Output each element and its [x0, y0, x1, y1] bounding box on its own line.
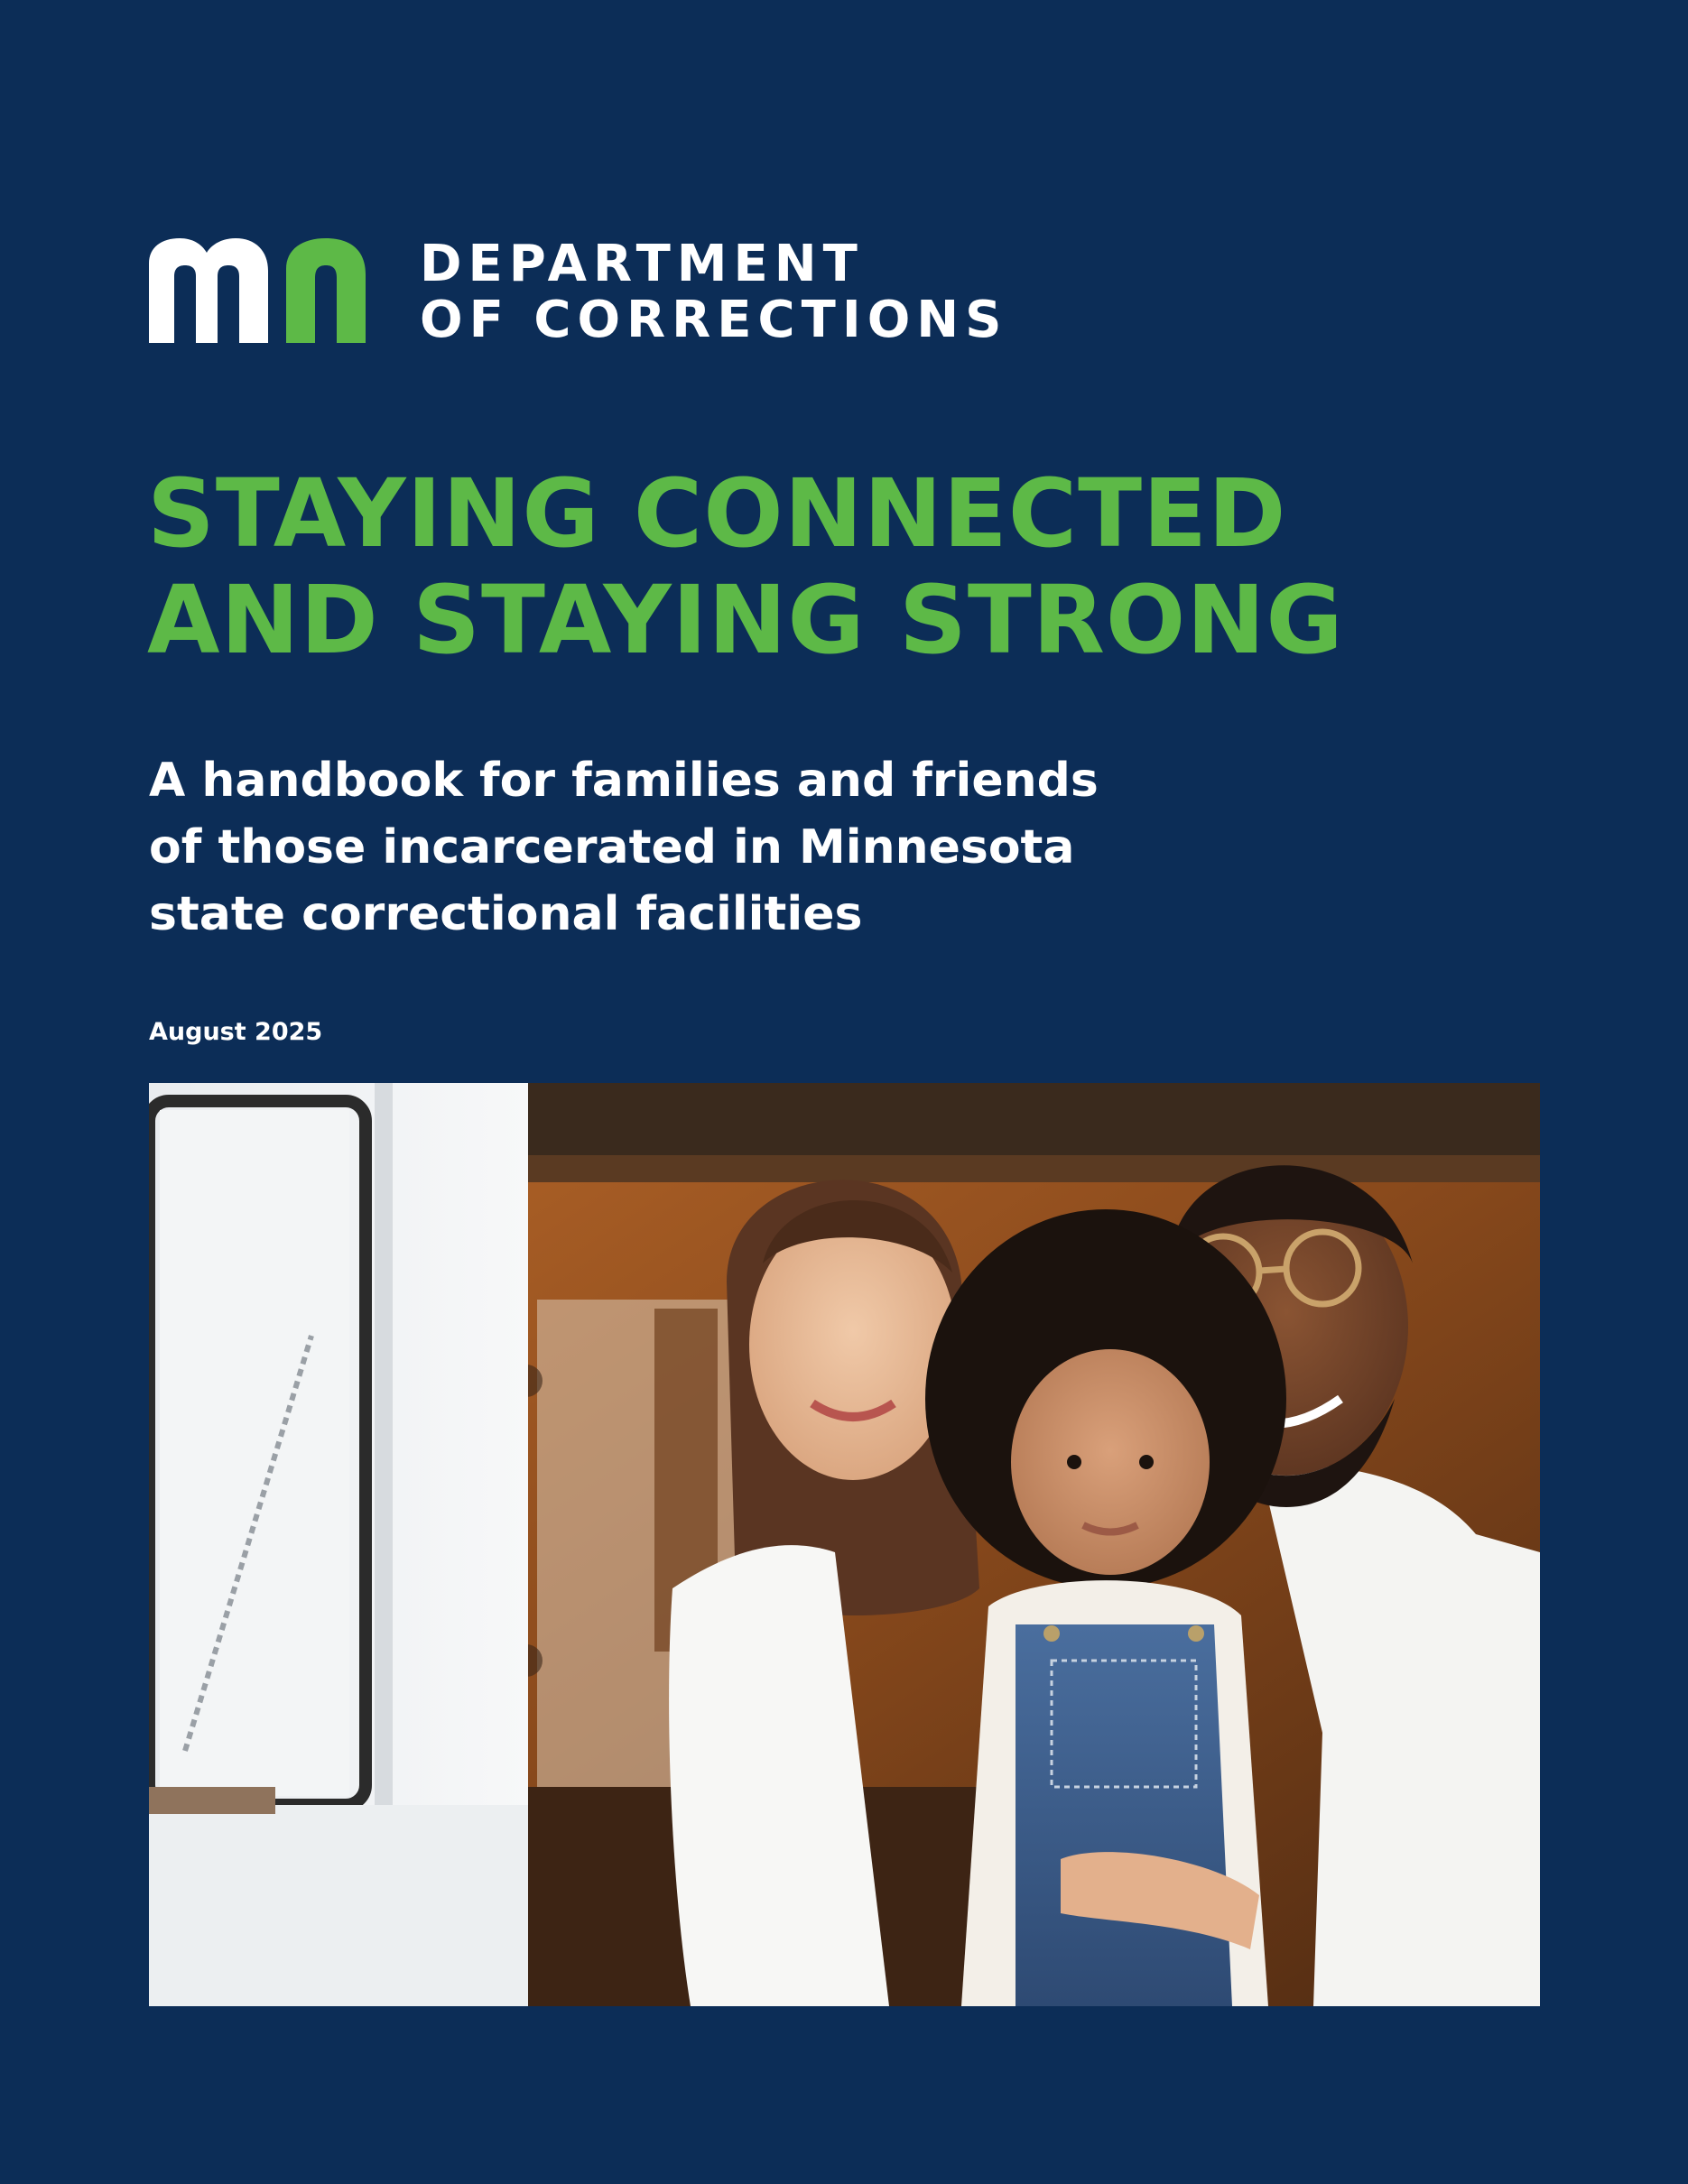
- logo-line-1: DEPARTMENT: [420, 235, 864, 293]
- subtitle: [149, 747, 1413, 948]
- logo-wordmark: [420, 236, 1008, 348]
- page-title: [147, 460, 1501, 673]
- department-logo: [149, 235, 1008, 349]
- publication-date: August 2025: [149, 1018, 323, 1046]
- subtitle-line-2: of those incarcerated in Minnesota: [149, 820, 1075, 875]
- title-line-1: STAYING CONNECTED: [147, 458, 1287, 569]
- family-photo-illustration: [149, 1083, 1540, 2006]
- family-photo: [149, 1083, 1540, 2006]
- subtitle-line-1: A handbook for families and friends: [149, 754, 1099, 808]
- mn-logo-mark: [149, 238, 384, 343]
- subtitle-line-3: state correctional facilities: [149, 887, 863, 941]
- logo-line-2: OF CORRECTIONS: [420, 291, 1008, 349]
- title-line-2: AND STAYING STRONG: [147, 565, 1344, 675]
